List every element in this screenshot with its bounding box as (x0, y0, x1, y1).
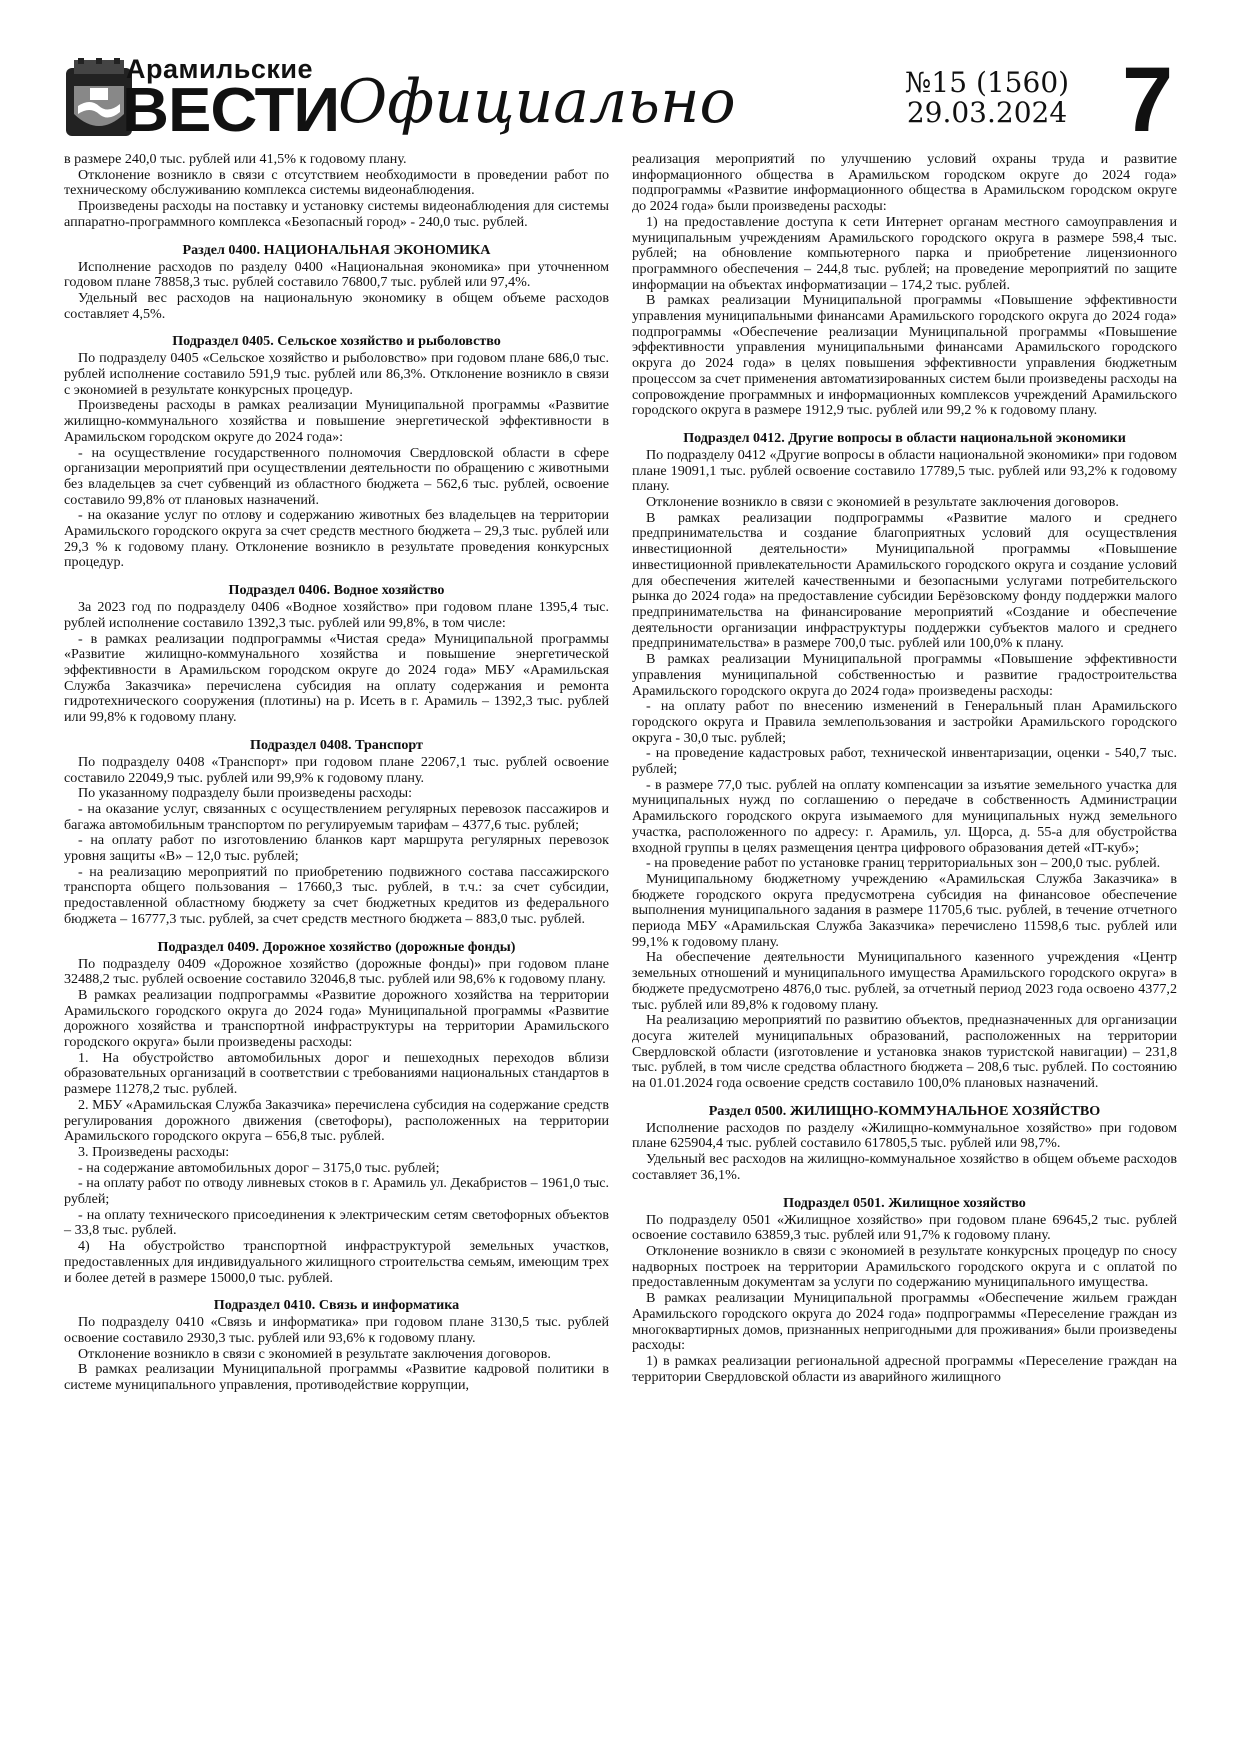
section-heading: Подраздел 0408. Транспорт (250, 736, 423, 753)
issue-date: 29.03.2024 (906, 96, 1068, 129)
paragraph: По подразделу 0409 «Дорожное хозяйство (дорожные фонды)» при годовом плане 32488,2 тыс. рублей освоение составило 32046,8 тыс. рублей или 98,6% к годовому плану. (64, 955, 609, 988)
section-heading: Подраздел 0501. Жилищное хозяйство (783, 1194, 1026, 1211)
paragraph: - на оплату работ по изготовлению бланков карт маршрута регулярных перевозок уровня защиты «В» – 12,0 тыс. рублей; (64, 832, 609, 865)
section-title: Официально (338, 67, 736, 137)
paragraph: - на оплату технического присоединения к электрическим сетям светофорных объектов – 33,8 тыс. рублей. (64, 1206, 609, 1239)
paragraph: 3. Произведены расходы: (78, 1143, 230, 1160)
paragraph: - на проведение работ по установке границ территориальных зон – 200,0 тыс. рублей. (646, 855, 1161, 872)
page-header (60, 50, 1181, 150)
paragraph: За 2023 год по подразделу 0406 «Водное хозяйство» при годовом плане 1395,4 тыс. рублей исполнение составило 1392,3 тыс. рублей или 99,8%, в том числе: (64, 599, 609, 631)
paragraph: - на оказание услуг по отлову и содержанию животных без владельцев на территории Арамильского городского округа за счет средств местного бюджета – 29,3 тыс. рублей или 29,3 % к годовому плану. Отклонение возникло в результате проведения конкурсных процедур. (64, 507, 609, 571)
paragraph: Отклонение возникло в связи с экономией в результате заключения договоров. (646, 494, 1119, 511)
paragraph: В рамках реализации Муниципальной программы «Повышение эффективности управления муниципальными финансами Арамильского городского округа до 2024 года» подпрограммы «Обеспечение реализации Муниципальной программы «Повышение эффективности управления муниципальными финансами Арамильского городского округа до 2024 года» в целях повышения эффективности управления бюджетным процессом за счет применения автоматизированных систем были произведены расходы на сопровождение программных и информационных комплексов учреждений Арамильского городского округа в размере 1912,9 тыс. рублей или 99,2 % к годовому плану. (632, 292, 1177, 419)
paragraph: Удельный вес расходов на национальную экономику в общем объеме расходов составляет 4,5%. (64, 289, 609, 322)
paragraph: - на осуществление государственного полномочия Свердловской области в сфере организации мероприятий при осуществлении деятельности по обращению с животными без владельцев за счет субвенций из областного бюджета – 562,6 тыс. рублей, освоение составило 99,8% от плановых назначений. (64, 444, 609, 508)
paragraph: По подразделу 0405 «Сельское хозяйство и рыболовство» при годовом плане 686,0 тыс. рублей исполнение составило 591,9 тыс. рублей или 86,3%. Отклонение возникло в связи с экономией в результате конкурсных процедур. (64, 350, 609, 398)
issue-info (882, 68, 1092, 128)
brand-top-text: Арамильские (126, 54, 313, 84)
paragraph: Отклонение возникло в связи с отсутствием необходимости в проведении работ по техническому обслуживанию комплекса системы видеонаблюдения. (64, 166, 609, 199)
paragraph: 4) На обустройство транспортной инфраструктурой земельных участков, предоставленных для индивидуального жилищного строительства семьям, имеющим трех и более детей в размере 15000,0 тыс. рублей. (64, 1238, 609, 1286)
paragraph: - на оплату работ по отводу ливневых стоков в г. Арамиль ул. Декабристов – 1961,0 тыс. рублей; (64, 1175, 609, 1208)
paragraph: - в размере 77,0 тыс. рублей на оплату компенсации за изъятие земельного участка для муниципальных нужд по соглашению о передаче в собственность Администрации Арамильского городского округа изымаемого для муниципальных нужд земельного участка, расположенного по адресу: г. Арамиль, ул. Щорса, д. 55-а для обустройства входной группы в целях размещения центра цифрового образования детей «IT-куб»; (632, 776, 1177, 856)
paragraph: По указанному подразделу были произведены расходы: (78, 785, 413, 802)
paragraph: 2. МБУ «Арамильская Служба Заказчика» перечислена субсидия на содержание средств регулирования дорожного движения (светофоры), расположенных на территории Арамильского городского округа – 656,8 тыс. рублей. (64, 1096, 609, 1145)
issue-number: №15 (1560) (904, 66, 1070, 99)
paragraph: В рамках реализации Муниципальной программы «Развитие кадровой политики в системе муниципального управления, противодействие коррупции, (64, 1361, 609, 1394)
paragraph: Отклонение возникло в связи с экономией в результате заключения договоров. (78, 1345, 551, 1362)
paragraph: 1. На обустройство автомобильных дорог и пешеходных переходов вблизи образовательных организаций в соответствии с требованиями национальных стандартов в размере 11278,2 тыс. рублей. (64, 1049, 609, 1098)
paragraph: Отклонение возникло в связи с экономией в результате конкурсных процедур по сносу надворных построек на территории Арамильского городского округа и с оплатой по предоставленным документам за услуги по содержанию муниципального имущества. (632, 1243, 1177, 1291)
paragraph: По подразделу 0408 «Транспорт» при годовом плане 22067,1 тыс. рублей освоение составило 22049,9 тыс. рублей или 99,9% к годовому плану. (64, 753, 609, 786)
section-heading: Подраздел 0409. Дорожное хозяйство (дорожные фонды) (157, 938, 516, 955)
paragraph: 1) в рамках реализации региональной адресной программы «Переселение граждан на территории Свердловской области из аварийного жилищного (632, 1352, 1177, 1385)
paragraph: 1) на предоставление доступа к сети Интернет органам местного самоуправления и муниципальным учреждениям Арамильского городского округа в размере 598,4 тыс. рублей; на обновление компьютерного парка и приобретение лицензионного программного обеспечения – 244,8 тыс. рублей; на проведение мероприятий по защите информации на объектах информатизации – 174,2 тыс. рублей. (632, 213, 1177, 293)
paragraph: Муниципальному бюджетному учреждению «Арамильская Служба Заказчика» в бюджете городского округа предусмотрена субсидия на финансовое обеспечение выполнения муниципального задания в размере 11705,6 тыс. рублей, в течение отчетного периода МБУ «Арамильская Служба Заказчика» перечислено 11598,6 тыс. рублей или 99,1% к годовому плану. (632, 870, 1177, 950)
paragraph: Произведены расходы в рамках реализации Муниципальной программы «Развитие жилищно-коммунального хозяйства и повышение энергетической эффективности в Арамильском городском округе до 2024 года»: (64, 397, 609, 445)
paragraph: - на оплату работ по внесению изменений в Генеральный план Арамильского городского округа и Правила землепользования и застройки Арамильского городского округа - 30,0 тыс. рублей; (632, 698, 1177, 746)
section-heading: Раздел 0400. НАЦИОНАЛЬНАЯ ЭКОНОМИКА (182, 241, 491, 258)
brand-main-text: ВЕСТИ (122, 76, 340, 145)
paragraph: На реализацию мероприятий по развитию объектов, предназначенных для организации досуга жителей муниципальных образований, расположенных на территории Свердловской области (изготовление и установка знаков туристской навигации) – 231,8 тыс. рублей, в том числе средства областного бюджета – 208,6 тыс. рублей. По состоянию на 01.01.2024 года освоение средств составило 100,0% плановых назначений. (632, 1012, 1177, 1092)
page-number: 7 (1122, 49, 1174, 151)
paragraph: - на проведение кадастровых работ, технической инвентаризации, оценки - 540,7 тыс. рублей; (632, 745, 1177, 778)
paragraph: По подразделу 0412 «Другие вопросы в области национальной экономики» при годовом плане 19091,1 тыс. рублей освоение составило 17789,5 тыс. рублей или 93,2% к годовому плану. (632, 446, 1177, 495)
section-heading: Подраздел 0410. Связь и информатика (213, 1297, 460, 1314)
right-column (632, 152, 1177, 1385)
section-heading: Подраздел 0412. Другие вопросы в области национальной экономики (683, 429, 1126, 446)
paragraph: - на содержание автомобильных дорог – 3175,0 тыс. рублей; (78, 1159, 440, 1176)
paragraph: На обеспечение деятельности Муниципального казенного учреждения «Центр земельных отношений и муниципального имущества Арамильского городского округа» в бюджете предусмотрено 4876,0 тыс. рублей, за отчетный период 2023 года освоено 4377,2 тыс. рублей или 89,8% к годовому плану. (632, 949, 1177, 1013)
paragraph: Исполнение расходов по разделу 0400 «Национальная экономика» при уточненном годовом плане 78858,3 тыс. рублей составило 76800,7 тыс. рублей или 97,4%. (64, 258, 609, 291)
paragraph: Удельный вес расходов на жилищно-коммунальное хозяйство в общем объеме расходов составляет 36,1%. (632, 1151, 1177, 1183)
section-heading: Подраздел 0405. Сельское хозяйство и рыболовство (172, 333, 501, 350)
left-column (64, 152, 609, 1394)
paragraph: В рамках реализации Муниципальной программы «Обеспечение жильем граждан Арамильского городского округа до 2024 года» подпрограммы «Переселение граждан из многоквартирных домов, признанных непригодными для проживания» были произведены расходы: (632, 1290, 1177, 1354)
section-heading: Раздел 0500. ЖИЛИЩНО-КОММУНАЛЬНОЕ ХОЗЯЙСТВО (708, 1102, 1101, 1119)
paragraph: Исполнение расходов по разделу «Жилищно-коммунальное хозяйство» при годовом плане 625904,4 тыс. рублей составило 617805,5 тыс. рублей или 98,7%. (632, 1119, 1177, 1152)
paragraph: - на оказание услуг, связанных с осуществлением регулярных перевозок пассажиров и багажа автомобильным транспортом по регулируемым тарифам – 4377,6 тыс. рублей; (64, 800, 609, 833)
paragraph: в размере 240,0 тыс. рублей или 41,5% к годовому плану. (64, 151, 407, 167)
paragraph: По подразделу 0501 «Жилищное хозяйство» при годовом плане 69645,2 тыс. рублей освоение составило 63859,3 тыс. рублей или 91,7% к годовому плану. (632, 1211, 1177, 1244)
section-heading: Подраздел 0406. Водное хозяйство (228, 582, 445, 599)
paragraph: По подразделу 0410 «Связь и информатика» при годовом плане 3130,5 тыс. рублей освоение составило 2930,3 тыс. рублей или 93,6% к годовому плану. (64, 1314, 609, 1346)
paragraph: В рамках реализации подпрограммы «Развитие малого и среднего предпринимательства и создание благоприятных условий для осуществления инвестиционной деятельности» Муниципальной программы «Повышение инвестиционной привлекательности Арамильского городского округа и создание условий для обеспечения жителей качественными и безопасными услугами потребительского рынка до 2024 года» на предоставление субсидии Берёзовскому фонду поддержки малого предпринимательства на финансирование мероприятий «Создание и обеспечение деятельности организации инфраструктуры поддержки субъектов малого и среднего предпринимательства» в размере 700,0 тыс. рублей или 100,0% к плану. (632, 509, 1177, 652)
paragraph: - на реализацию мероприятий по приобретению подвижного состава пассажирского транспорта общего пользования – 17660,3 тыс. рублей, в т.ч.: за счет субсидии, предоставленной областному бюджету за счет бюджетных кредитов из федерального бюджета – 16777,3 тыс. рублей, за счет средств местного бюджета – 883,0 тыс. рублей. (64, 863, 609, 927)
paragraph: - в рамках реализации подпрограммы «Чистая среда» Муниципальной программы «Развитие жилищно-коммунального хозяйства и повышение энергетической эффективности в Арамильском городском округе до 2024 года» МБУ «Арамильская Служба Заказчика» перечислена субсидия на оплату содержания и ремонта гидротехнического сооружения (плотины) на р. Исеть в г. Арамиль – 1392,3 тыс. рублей или 99,8% к годовому плану. (64, 630, 609, 726)
paragraph: реализация мероприятий по улучшению условий охраны труда и развитие информационного общества в Арамильском городском округе до 2024 года» подпрограммы «Развитие информационного общества в Арамильском городском округе до 2024 года» были произведены расходы: (632, 151, 1177, 215)
paragraph: В рамках реализации подпрограммы «Развитие дорожного хозяйства на территории Арамильского городского округа до 2024 года» Муниципальной программы «Развитие дорожного хозяйства и транспортной инфраструктуры на территории Арамильского городского округа» были произведены расходы: (64, 986, 609, 1051)
paragraph: В рамках реализации Муниципальной программы «Повышение эффективности управления муниципальной собственностью и развитие градостроительства Арамильского городского округа до 2024 года» произведены расходы: (632, 651, 1177, 699)
paragraph: Произведены расходы на поставку и установку системы видеонаблюдения для системы аппаратно-программного комплекса «Безопасный город» - 240,0 тыс. рублей. (64, 198, 609, 230)
